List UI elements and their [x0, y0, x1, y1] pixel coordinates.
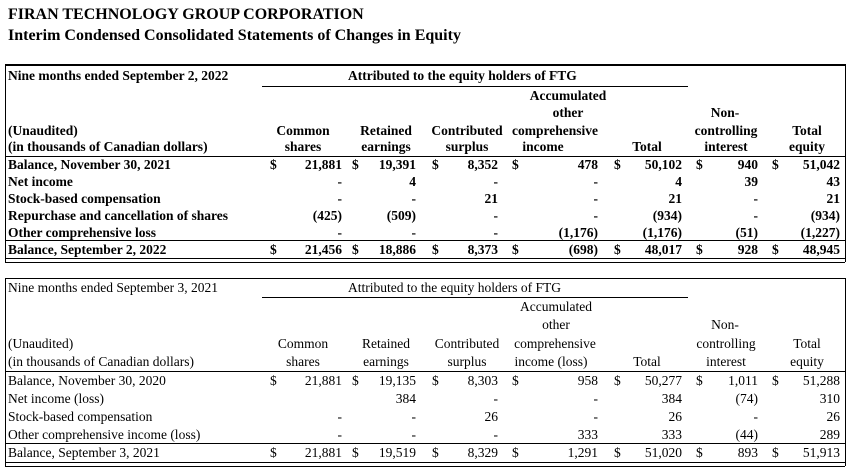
cell-contrib: - [493, 174, 498, 189]
header-total-equity: Total [793, 336, 821, 351]
header-contributed: Contributed [434, 336, 500, 351]
cell-aoci: - [593, 174, 598, 189]
cell-nci: 39 [744, 174, 758, 189]
currency-symbol: $ [696, 445, 703, 460]
currency-symbol: $ [270, 373, 277, 388]
header-aoci: Accumulated [520, 299, 592, 314]
unaudited-label: (Unaudited) [8, 336, 74, 351]
cell-total: (1,176) [642, 225, 682, 240]
currency-symbol: $ [270, 157, 277, 172]
cell-equity: 21 [826, 191, 840, 206]
attributed-label: Attributed to the equity holders of FTG [348, 68, 577, 83]
table-left-border [5, 64, 6, 262]
total-double-rule [5, 258, 845, 263]
cell-retained: 19,391 [378, 157, 416, 172]
cell-retained: 384 [395, 391, 416, 406]
cell-total: 21 [668, 191, 682, 206]
currency-symbol: $ [512, 157, 519, 172]
table-right-border [845, 64, 846, 262]
cell-equity: 43 [826, 174, 840, 189]
statement-title: Interim Condensed Consolidated Statements of Changes in Equity [8, 27, 461, 44]
cell-nci: (74) [735, 391, 758, 406]
cell-total: 26 [668, 409, 682, 424]
units-label: (in thousands of Canadian dollars) [8, 139, 208, 154]
header-total-equity: Total [792, 123, 822, 138]
cell-common: (425) [312, 208, 342, 223]
subtotal-rule [5, 240, 845, 241]
header-nci: Non- [711, 317, 739, 332]
cell-common: 21,881 [304, 157, 342, 172]
currency-symbol: $ [614, 445, 621, 460]
cell-aoci: 958 [577, 373, 598, 388]
units-label: (in thousands of Canadian dollars) [8, 354, 194, 369]
currency-symbol: $ [432, 373, 439, 388]
row-label: Net income (loss) [8, 391, 104, 406]
header-retained: Retained [362, 336, 410, 351]
cell-nci: 1,011 [728, 373, 758, 388]
cell-contrib: - [493, 208, 498, 223]
period-label: Nine months ended September 2, 2022 [8, 68, 229, 83]
table-top-rule [5, 278, 845, 279]
header-common: Common [276, 123, 330, 138]
cell-equity: 310 [819, 391, 840, 406]
currency-symbol: $ [432, 445, 439, 460]
cell-equity: 48,945 [802, 242, 840, 257]
row-label: Repurchase and cancellation of shares [8, 208, 229, 223]
header-nci: Non- [710, 105, 740, 120]
cell-contrib: - [493, 225, 498, 240]
currency-symbol: $ [512, 373, 519, 388]
row-label: Stock-based compensation [8, 191, 161, 206]
cell-contrib: 8,329 [467, 445, 498, 460]
currency-symbol: $ [270, 242, 277, 257]
cell-retained: 4 [409, 174, 416, 189]
cell-aoci: - [593, 391, 598, 406]
header-aoci: Accumulated [529, 88, 607, 103]
cell-retained: - [411, 409, 416, 424]
currency-symbol: $ [432, 157, 439, 172]
currency-symbol: $ [432, 242, 439, 257]
cell-retained: - [411, 191, 416, 206]
cell-common: - [337, 174, 342, 189]
cell-nci: - [753, 191, 758, 206]
row-label: Net income [8, 174, 73, 189]
attributed-rule [262, 86, 688, 87]
cell-aoci: 333 [577, 427, 598, 442]
cell-nci: (44) [735, 427, 758, 442]
cell-aoci: - [593, 191, 598, 206]
currency-symbol: $ [614, 242, 621, 257]
cell-retained: 19,519 [378, 445, 416, 460]
table-left-border [5, 278, 6, 466]
cell-common: - [337, 191, 342, 206]
row-label: Other comprehensive income (loss) [8, 427, 201, 442]
cell-common: - [337, 225, 342, 240]
cell-aoci: - [593, 208, 598, 223]
currency-symbol: $ [772, 242, 779, 257]
cell-nci: 928 [737, 242, 758, 257]
cell-total: 384 [661, 391, 682, 406]
cell-equity: (1,227) [800, 225, 840, 240]
cell-common: 21,881 [304, 445, 342, 460]
subtotal-rule [5, 443, 845, 444]
cell-nci: - [753, 208, 758, 223]
cell-common: - [337, 427, 342, 442]
row-label: Balance, November 30, 2021 [8, 157, 171, 172]
currency-symbol: $ [696, 373, 703, 388]
table-top-rule [5, 64, 845, 66]
row-label: Balance, September 3, 2021 [8, 445, 160, 460]
company-name: FIRAN TECHNOLOGY GROUP CORPORATION [8, 6, 364, 23]
cell-retained: 18,886 [378, 242, 416, 257]
cell-contrib: 8,352 [467, 157, 498, 172]
currency-symbol: $ [352, 373, 359, 388]
row-label: Balance, September 2, 2022 [8, 242, 167, 257]
cell-nci: 940 [737, 157, 758, 172]
currency-symbol: $ [772, 373, 779, 388]
cell-contrib: 21 [484, 191, 498, 206]
header-retained: Retained [360, 123, 412, 138]
currency-symbol: $ [772, 445, 779, 460]
cell-equity: 51,288 [802, 373, 840, 388]
cell-equity: 51,042 [802, 157, 840, 172]
currency-symbol: $ [512, 242, 519, 257]
currency-symbol: $ [352, 157, 359, 172]
cell-total: 50,277 [644, 373, 682, 388]
cell-aoci: (698) [568, 242, 598, 257]
total-double-rule [5, 462, 845, 467]
unaudited-label: (Unaudited) [8, 123, 78, 138]
cell-aoci: 478 [577, 157, 598, 172]
cell-nci: 893 [737, 445, 758, 460]
cell-total: 333 [661, 427, 682, 442]
cell-aoci: 1,291 [567, 445, 598, 460]
attributed-rule [262, 297, 688, 298]
cell-nci: - [753, 409, 758, 424]
cell-equity: 51,913 [802, 445, 840, 460]
cell-common: 21,881 [304, 373, 342, 388]
currency-symbol: $ [696, 242, 703, 257]
header-common: Common [277, 336, 329, 351]
cell-equity: 289 [819, 427, 840, 442]
currency-symbol: $ [352, 445, 359, 460]
currency-symbol: $ [696, 157, 703, 172]
currency-symbol: $ [772, 157, 779, 172]
cell-contrib: 26 [484, 409, 498, 424]
table-right-border [845, 278, 846, 466]
header-contributed: Contributed [431, 123, 503, 138]
header-total: Total [632, 139, 662, 154]
period-label: Nine months ended September 3, 2021 [8, 280, 218, 295]
cell-retained: 19,135 [378, 373, 416, 388]
cell-aoci: - [593, 409, 598, 424]
cell-contrib: 8,303 [467, 373, 498, 388]
cell-total: 51,020 [644, 445, 682, 460]
cell-total: 50,102 [644, 157, 682, 172]
cell-contrib: - [493, 427, 498, 442]
row-label: Stock-based compensation [8, 409, 153, 424]
currency-symbol: $ [270, 445, 277, 460]
cell-equity: (934) [810, 208, 840, 223]
cell-aoci: (1,176) [558, 225, 598, 240]
cell-total: 48,017 [644, 242, 682, 257]
currency-symbol: $ [512, 445, 519, 460]
row-label: Balance, November 30, 2020 [8, 373, 166, 388]
row-label: Other comprehensive loss [8, 225, 156, 240]
cell-retained: - [411, 427, 416, 442]
cell-common: - [337, 409, 342, 424]
cell-nci: (51) [735, 225, 758, 240]
header-total: Total [633, 354, 661, 369]
cell-equity: 26 [826, 409, 840, 424]
currency-symbol: $ [352, 242, 359, 257]
attributed-label: Attributed to the equity holders of FTG [348, 280, 561, 295]
header-rule [5, 371, 845, 372]
cell-common: 21,456 [304, 242, 342, 257]
cell-contrib: 8,373 [467, 242, 498, 257]
cell-contrib: - [493, 391, 498, 406]
cell-retained: - [411, 225, 416, 240]
cell-total: 4 [675, 174, 682, 189]
cell-total: (934) [652, 208, 682, 223]
currency-symbol: $ [614, 373, 621, 388]
currency-symbol: $ [614, 157, 621, 172]
cell-retained: (509) [386, 208, 416, 223]
